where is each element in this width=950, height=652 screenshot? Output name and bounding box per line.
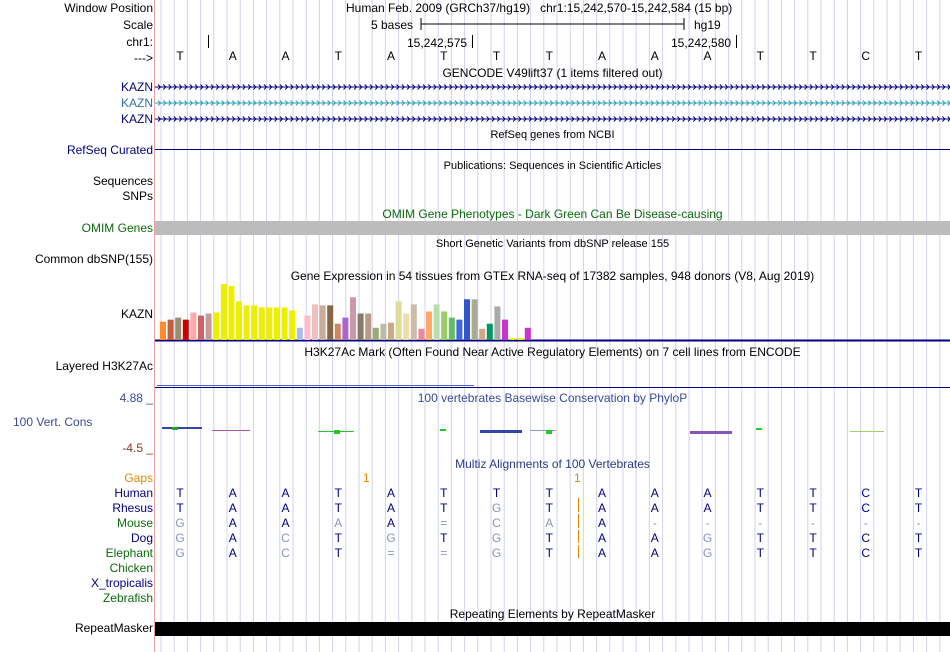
aligned-base: T — [545, 501, 553, 515]
reference-base: T — [809, 49, 817, 63]
multiz-title[interactable]: Multiz Alignments of 100 Vertebrates — [455, 457, 650, 471]
aligned-base: T — [334, 486, 342, 500]
gtex-bar[interactable] — [487, 324, 493, 340]
aligned-base: A — [597, 501, 606, 515]
gtex-bar[interactable] — [350, 297, 356, 340]
aligned-base: A — [228, 546, 237, 560]
scale-assembly: hg19 — [694, 18, 721, 32]
phylop-title[interactable]: 100 vertebrates Basewise Conservation by PhyloP — [417, 391, 688, 405]
gtex-bar[interactable] — [304, 316, 310, 340]
gtex-bar[interactable] — [411, 304, 417, 340]
aligned-base: T — [914, 546, 923, 560]
reference-base: T — [334, 49, 342, 63]
phylop-min: -4.5 _ — [122, 441, 153, 455]
gtex-bar[interactable] — [327, 305, 333, 340]
dbsnp-title[interactable]: Short Genetic Variants from dbSNP release 155 — [435, 238, 670, 250]
aligned-base: T — [756, 531, 764, 545]
aligned-base: T — [809, 501, 817, 515]
omim-label[interactable]: OMIM Genes — [81, 221, 153, 235]
aligned-base: T — [914, 531, 923, 545]
gtex-bar[interactable] — [289, 310, 295, 340]
gtex-bar[interactable] — [335, 324, 341, 340]
gtex-bar[interactable] — [266, 307, 272, 340]
gtex-bar[interactable] — [388, 323, 394, 340]
aligned-base: G — [175, 546, 185, 560]
aligned-base: C — [861, 531, 871, 545]
species-label[interactable]: Chicken — [109, 561, 153, 575]
gtex-bar[interactable] — [251, 305, 257, 340]
repeat-title[interactable]: Repeating Elements by RepeatMasker — [449, 607, 656, 621]
reference-base: T — [492, 49, 501, 63]
h3k27ac-title[interactable]: H3K27Ac Mark (Often Found Near Active Regulatory Elements) on 7 cell lines from ENCODE — [304, 345, 801, 359]
aligned-base: T — [440, 486, 448, 500]
aligned-base: A — [386, 486, 395, 500]
aligned-base: G — [491, 531, 502, 545]
gtex-bar[interactable] — [403, 314, 409, 340]
aligned-base: A — [228, 531, 237, 545]
gtex-bar[interactable] — [274, 307, 280, 340]
aligned-base: A — [597, 516, 606, 530]
window-position-value: Human Feb. 2009 (GRCh37/hg19) chr1:15,242,570-15,242,584 (15 bp) — [346, 1, 733, 15]
gtex-bar[interactable] — [365, 314, 371, 340]
aligned-base: A — [281, 486, 290, 500]
aligned-base: A — [703, 486, 712, 500]
species-label[interactable]: Human — [114, 486, 153, 500]
repeat-label[interactable]: RepeatMasker — [74, 621, 153, 635]
aligned-base: C — [492, 516, 501, 530]
aligned-base: T — [492, 486, 501, 500]
sequences-label[interactable]: Sequences — [92, 174, 153, 188]
aligned-base: T — [334, 546, 342, 560]
aligned-base: = — [387, 546, 395, 560]
aligned-base: C — [861, 546, 871, 560]
species-label[interactable]: X_tropicalis — [90, 576, 153, 590]
gtex-title[interactable]: Gene Expression in 54 tissues from GTEx RNA-seq of 17382 samples, 948 donors (V8, Aug 2019) — [290, 269, 815, 283]
gtex-bar[interactable] — [358, 314, 364, 340]
gtex-bar[interactable] — [464, 299, 470, 340]
aligned-base: T — [756, 486, 764, 500]
aligned-base: T — [545, 531, 553, 545]
aligned-base: G — [175, 516, 185, 530]
aligned-base: A — [228, 516, 237, 530]
gtex-bar[interactable] — [380, 324, 386, 340]
aligned-base: A — [281, 501, 290, 515]
reference-base: A — [228, 49, 237, 63]
aligned-base: A — [650, 531, 659, 545]
snps-label[interactable]: SNPs — [122, 189, 153, 203]
aligned-base: G — [702, 546, 713, 560]
gtex-bar[interactable] — [418, 329, 424, 340]
aligned-base: T — [334, 501, 342, 515]
h3k27ac-label[interactable]: Layered H3K27Ac — [55, 359, 153, 373]
aligned-base: A — [281, 516, 290, 530]
gtex-bar[interactable] — [244, 305, 250, 340]
gtex-bar[interactable] — [236, 301, 242, 340]
publications-title[interactable]: Publications: Sequences in Scientific Articles — [443, 160, 662, 172]
gtex-bar[interactable] — [282, 307, 288, 340]
aligned-base: C — [861, 486, 871, 500]
aligned-base: C — [281, 531, 290, 545]
aligned-base: A — [597, 486, 606, 500]
gtex-bar[interactable] — [190, 313, 196, 340]
gtex-label[interactable]: KAZN — [120, 307, 153, 321]
aligned-base: A — [228, 486, 237, 500]
aligned-base: A — [386, 501, 395, 515]
gtex-bar[interactable] — [510, 338, 516, 340]
aligned-base: G — [175, 531, 185, 545]
phylop-max: 4.88 _ — [119, 391, 153, 405]
gencode-title[interactable]: GENCODE V49lift37 (1 items filtered out) — [442, 66, 663, 80]
gtex-bar[interactable] — [175, 318, 181, 340]
reference-base: T — [440, 49, 448, 63]
aligned-base: T — [176, 486, 184, 500]
gtex-bar[interactable] — [168, 320, 174, 340]
reference-base: T — [756, 49, 764, 63]
aligned-base: A — [386, 516, 395, 530]
aligned-base: T — [545, 486, 553, 500]
species-label[interactable]: Rhesus — [112, 501, 153, 515]
species-label[interactable]: Zebrafish — [102, 591, 153, 605]
reference-base: A — [650, 49, 659, 63]
aligned-base: A — [597, 546, 606, 560]
aligned-base: T — [756, 501, 764, 515]
gtex-bar[interactable] — [206, 314, 212, 340]
coord-2: 15,242,580 — [671, 36, 732, 50]
aligned-base: A — [228, 501, 237, 515]
aligned-base: - — [705, 516, 710, 530]
reference-base: A — [597, 49, 606, 63]
gtex-bar[interactable] — [183, 320, 189, 340]
gap-count: 1 — [574, 471, 581, 485]
aligned-base: C — [861, 501, 871, 515]
scale-value: 5 bases — [371, 18, 414, 32]
aligned-base: T — [176, 501, 184, 515]
gtex-bar[interactable] — [221, 284, 227, 340]
gtex-bar[interactable] — [396, 301, 402, 340]
aligned-base: G — [491, 546, 502, 560]
aligned-base: A — [334, 516, 343, 530]
gencode-item[interactable]: KAZN — [120, 112, 153, 126]
aligned-base: T — [545, 546, 553, 560]
aligned-base: G — [491, 501, 502, 515]
chrom-label: chr1: — [126, 35, 153, 49]
gtex-bar[interactable] — [449, 318, 455, 340]
gap-count: 1 — [363, 471, 370, 485]
aligned-base: A — [650, 501, 659, 515]
aligned-base: A — [650, 486, 659, 500]
aligned-base: T — [809, 546, 817, 560]
gtex-bar[interactable] — [297, 328, 303, 340]
aligned-base: G — [386, 531, 396, 545]
refseq-label[interactable]: RefSeq Curated — [66, 143, 153, 157]
aligned-base: T — [914, 501, 923, 515]
gencode-item[interactable]: KAZN — [120, 96, 153, 110]
gtex-bar[interactable] — [456, 320, 462, 340]
aligned-base: T — [440, 531, 448, 545]
reference-base: A — [703, 49, 712, 63]
gaps-label[interactable]: Gaps — [124, 471, 153, 485]
aligned-base: A — [545, 516, 554, 530]
gtex-bar[interactable] — [228, 286, 234, 340]
gtex-bar[interactable] — [320, 305, 326, 340]
aligned-base: T — [756, 546, 764, 560]
gtex-bar[interactable] — [525, 328, 531, 340]
scale-label: Scale — [122, 18, 153, 32]
gtex-bar[interactable] — [517, 338, 523, 340]
gtex-bar[interactable] — [494, 306, 500, 340]
aligned-base: T — [809, 531, 817, 545]
reference-base: C — [861, 49, 871, 63]
coord-1: 15,242,575 — [407, 36, 468, 50]
gtex-bar[interactable] — [160, 322, 166, 340]
aligned-base: T — [809, 486, 817, 500]
reference-base: T — [545, 49, 553, 63]
gtex-bar[interactable] — [441, 311, 447, 340]
aligned-base: G — [702, 531, 713, 545]
gtex-bar[interactable] — [213, 313, 219, 340]
window-position-label: Window Position — [64, 1, 153, 15]
aligned-base: C — [281, 546, 290, 560]
gtex-bar[interactable] — [259, 307, 265, 340]
omim-title[interactable]: OMIM Gene Phenotypes - Dark Green Can Be Disease-causing — [382, 207, 723, 221]
gencode-item[interactable]: KAZN — [120, 80, 153, 94]
species-label[interactable]: Dog — [130, 531, 153, 545]
aligned-base: - — [863, 516, 868, 530]
gtex-bar[interactable] — [373, 328, 379, 340]
aligned-base: - — [652, 516, 657, 530]
reference-base: A — [281, 49, 290, 63]
aligned-base: T — [440, 501, 448, 515]
dbsnp-label[interactable]: Common dbSNP(155) — [34, 252, 153, 266]
aligned-base: T — [334, 531, 342, 545]
species-label[interactable]: Elephant — [105, 546, 153, 560]
gtex-bar[interactable] — [472, 299, 478, 340]
aligned-base: A — [597, 531, 606, 545]
gtex-bar[interactable] — [502, 320, 508, 340]
gtex-bar[interactable] — [434, 304, 440, 340]
reference-base: T — [176, 49, 184, 63]
phylop-label[interactable]: 100 Vert. Cons — [13, 415, 93, 429]
refseq-title[interactable]: RefSeq genes from NCBI — [490, 129, 615, 141]
gtex-bar[interactable] — [426, 311, 432, 340]
aligned-base: A — [650, 546, 659, 560]
aligned-base: - — [758, 516, 763, 530]
gtex-bar[interactable] — [312, 304, 318, 340]
aligned-base: A — [703, 501, 712, 515]
species-label[interactable]: Mouse — [116, 516, 153, 530]
aligned-base: - — [916, 516, 921, 530]
reference-base: T — [914, 49, 923, 63]
gtex-bar[interactable] — [198, 316, 204, 340]
reference-base: A — [386, 49, 395, 63]
aligned-base: - — [811, 516, 815, 530]
strand-label: ---> — [134, 51, 153, 65]
aligned-base: = — [440, 546, 448, 560]
gtex-bar[interactable] — [342, 318, 348, 340]
aligned-base: = — [440, 516, 448, 530]
aligned-base: T — [914, 486, 923, 500]
gtex-bar[interactable] — [479, 329, 485, 340]
